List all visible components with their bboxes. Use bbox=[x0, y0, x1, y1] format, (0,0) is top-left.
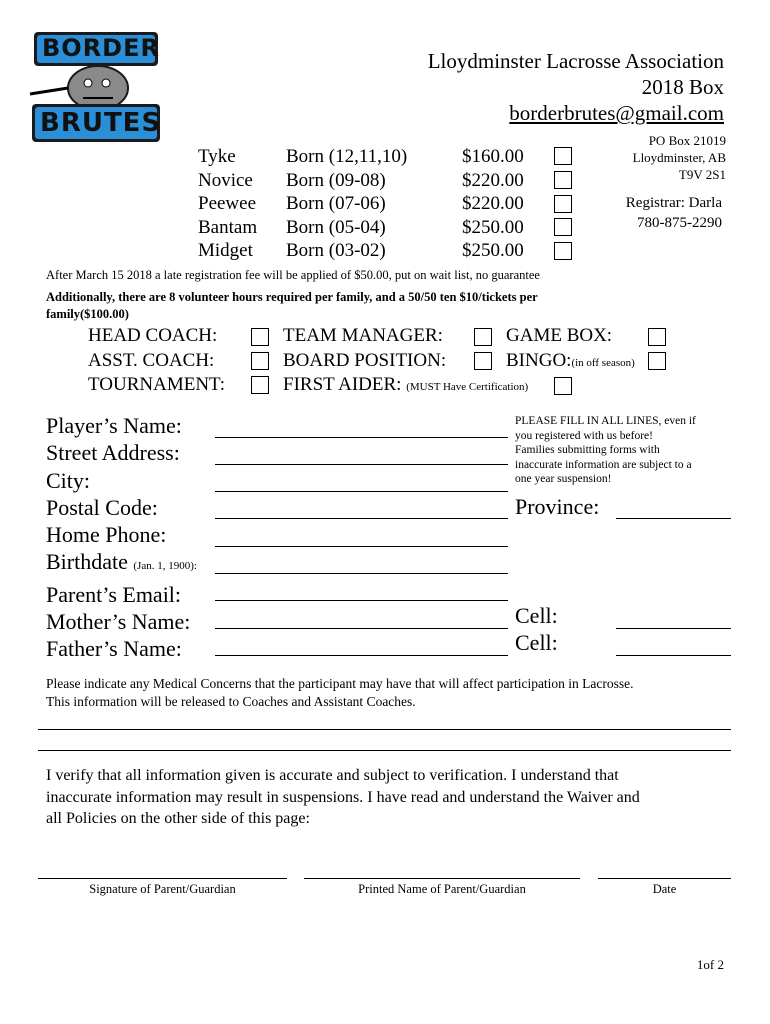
label-head-coach: HEAD COACH: bbox=[88, 325, 218, 346]
mother-cell-field[interactable] bbox=[616, 628, 731, 629]
label-cell-mother: Cell: bbox=[515, 603, 558, 628]
label-cell-father: Cell: bbox=[515, 630, 558, 655]
printed-name-field[interactable] bbox=[304, 878, 580, 879]
division-name: Bantam bbox=[198, 216, 258, 238]
label-father: Father’s Name: bbox=[46, 636, 182, 662]
header bbox=[428, 48, 724, 126]
checkbox-bingo[interactable] bbox=[648, 352, 666, 370]
signature-field[interactable] bbox=[38, 878, 287, 879]
verify-statement bbox=[46, 765, 640, 830]
printed-name-label: Printed Name of Parent/Guardian bbox=[358, 882, 526, 896]
bingo-note: (in off season) bbox=[571, 356, 635, 369]
division-fee: $250.00 bbox=[462, 240, 524, 261]
label-bingo: BINGO: bbox=[506, 349, 572, 371]
fill-notice-line: Families submitting forms with bbox=[515, 444, 660, 457]
signature-label: Signature of Parent/Guardian bbox=[89, 882, 236, 896]
fill-notice bbox=[515, 414, 696, 487]
checkbox-first-aider[interactable] bbox=[554, 377, 572, 395]
division-fee: $250.00 bbox=[462, 216, 524, 238]
city-field[interactable] bbox=[215, 491, 508, 492]
medical-note-line: This information will be released to Coaches and Assistant Coaches. bbox=[46, 694, 416, 709]
division-checkbox-midget[interactable] bbox=[554, 242, 572, 260]
label-first-aider: FIRST AIDER: bbox=[283, 374, 402, 395]
medical-field-line-2[interactable] bbox=[38, 750, 731, 751]
email-link[interactable]: borderbrutes@gmail.com bbox=[509, 101, 724, 125]
label-tournament: TOURNAMENT: bbox=[88, 374, 225, 395]
label-mother: Mother’s Name: bbox=[46, 609, 191, 635]
volunteer-col-1 bbox=[88, 324, 225, 398]
border-brutes-logo bbox=[28, 28, 166, 146]
page-number: 1of 2 bbox=[696, 957, 724, 972]
division-name: Tyke bbox=[198, 146, 236, 167]
father-cell-field[interactable] bbox=[616, 655, 731, 656]
division-row bbox=[198, 145, 552, 169]
season: 2018 Box bbox=[641, 75, 724, 99]
fill-notice-line: you registered with us before! bbox=[515, 429, 653, 442]
division-born: Born (07-06) bbox=[286, 193, 386, 214]
postal-field[interactable] bbox=[215, 518, 508, 519]
checkbox-team-manager[interactable] bbox=[474, 328, 492, 346]
address-city: Lloydminster, AB bbox=[632, 150, 726, 165]
player-name-field[interactable] bbox=[215, 437, 508, 438]
registrar-name: Registrar: Darla bbox=[625, 195, 722, 211]
parent-email-field[interactable] bbox=[215, 600, 508, 601]
address-block bbox=[600, 132, 726, 183]
division-name: Peewee bbox=[198, 193, 257, 214]
player-fields bbox=[46, 412, 197, 663]
medical-field-line-1[interactable] bbox=[38, 729, 731, 730]
label-game-box: GAME BOX: bbox=[506, 325, 613, 346]
verify-line: inaccurate information may result in suspensions. I have read and understand the Waiver and bbox=[46, 788, 640, 806]
division-name: Midget bbox=[198, 240, 253, 261]
logo-text-brutes: BRUTES bbox=[40, 108, 162, 138]
volunteer-col-3 bbox=[506, 324, 635, 375]
label-street: Street Address: bbox=[46, 440, 180, 466]
volunteer-note-line: Additionally, there are 8 volunteer hours required per family, and a 50/50 ten $10/tickets per bbox=[46, 290, 538, 304]
verify-line: all Policies on the other side of this page: bbox=[46, 810, 310, 827]
division-row bbox=[198, 239, 552, 263]
label-player-name: Player’s Name: bbox=[46, 413, 182, 438]
province-field[interactable] bbox=[616, 518, 731, 519]
label-team-manager: TEAM MANAGER: bbox=[283, 325, 443, 346]
division-born: Born (05-04) bbox=[286, 216, 386, 238]
checkbox-asst-coach[interactable] bbox=[251, 352, 269, 370]
division-checkbox-peewee[interactable] bbox=[554, 195, 572, 213]
division-born: Born (03-02) bbox=[286, 240, 386, 261]
division-checkbox-novice[interactable] bbox=[554, 171, 572, 189]
division-name: Novice bbox=[198, 169, 253, 191]
division-born: Born (12,11,10) bbox=[286, 146, 408, 167]
po-box: PO Box 21019 bbox=[648, 133, 726, 148]
division-row bbox=[198, 169, 552, 193]
mother-name-field[interactable] bbox=[215, 628, 508, 629]
division-row bbox=[198, 192, 552, 216]
label-home-phone: Home Phone: bbox=[46, 522, 167, 548]
checkbox-head-coach[interactable] bbox=[251, 328, 269, 346]
date-label: Date bbox=[652, 882, 677, 896]
label-parent-email: Parent’s Email: bbox=[46, 581, 182, 607]
checkbox-tournament[interactable] bbox=[251, 376, 269, 394]
birthdate-field[interactable] bbox=[215, 573, 508, 574]
date-field[interactable] bbox=[598, 878, 731, 879]
street-field[interactable] bbox=[215, 464, 508, 465]
fill-notice-line: one year suspension! bbox=[515, 473, 612, 486]
fill-notice-line: inaccurate information are subject to a bbox=[515, 458, 692, 471]
label-board-position: BOARD POSITION: bbox=[283, 349, 447, 371]
division-checkbox-bantam[interactable] bbox=[554, 218, 572, 236]
father-name-field[interactable] bbox=[215, 655, 508, 656]
first-aider-note: (MUST Have Certification) bbox=[406, 381, 529, 393]
logo-text-border: BORDER bbox=[42, 34, 160, 62]
division-checkbox-tyke[interactable] bbox=[554, 147, 572, 165]
medical-note-line: Please indicate any Medical Concerns that the participant may have that will affect participation in Lacrosse. bbox=[46, 676, 634, 691]
volunteer-note-line: family($100.00) bbox=[46, 307, 129, 321]
label-city: City: bbox=[46, 467, 91, 493]
checkbox-board-position[interactable] bbox=[474, 352, 492, 370]
label-birthdate: Birthdate bbox=[46, 549, 128, 575]
birthdate-note: (Jan. 1, 1900): bbox=[133, 560, 197, 573]
checkbox-game-box[interactable] bbox=[648, 328, 666, 346]
label-postal: Postal Code: bbox=[46, 494, 158, 520]
label-province: Province: bbox=[515, 494, 600, 519]
division-row bbox=[198, 216, 552, 240]
home-phone-field[interactable] bbox=[215, 546, 508, 547]
division-born: Born (09-08) bbox=[286, 169, 386, 191]
division-fee: $220.00 bbox=[462, 169, 524, 191]
volunteer-note bbox=[46, 289, 538, 323]
division-fee: $220.00 bbox=[462, 193, 524, 214]
address-postal: T9V 2S1 bbox=[678, 167, 726, 182]
org-name: Lloydminster Lacrosse Association bbox=[427, 49, 724, 73]
verify-line: I verify that all information given is accurate and subject to verification. I understand that bbox=[46, 767, 619, 784]
registrar-phone: 780-875-2290 bbox=[637, 215, 722, 231]
late-fee-note: After March 15 2018 a late registration fee will be applied of $50.00, put on wait list, no guarantee bbox=[46, 268, 540, 282]
division-fee: $160.00 bbox=[462, 146, 524, 167]
label-asst-coach: ASST. COACH: bbox=[88, 349, 215, 371]
medical-note bbox=[46, 675, 634, 711]
division-table bbox=[198, 145, 552, 263]
fill-notice-line: PLEASE FILL IN ALL LINES, even if bbox=[515, 415, 696, 427]
registrar-block bbox=[586, 193, 722, 233]
